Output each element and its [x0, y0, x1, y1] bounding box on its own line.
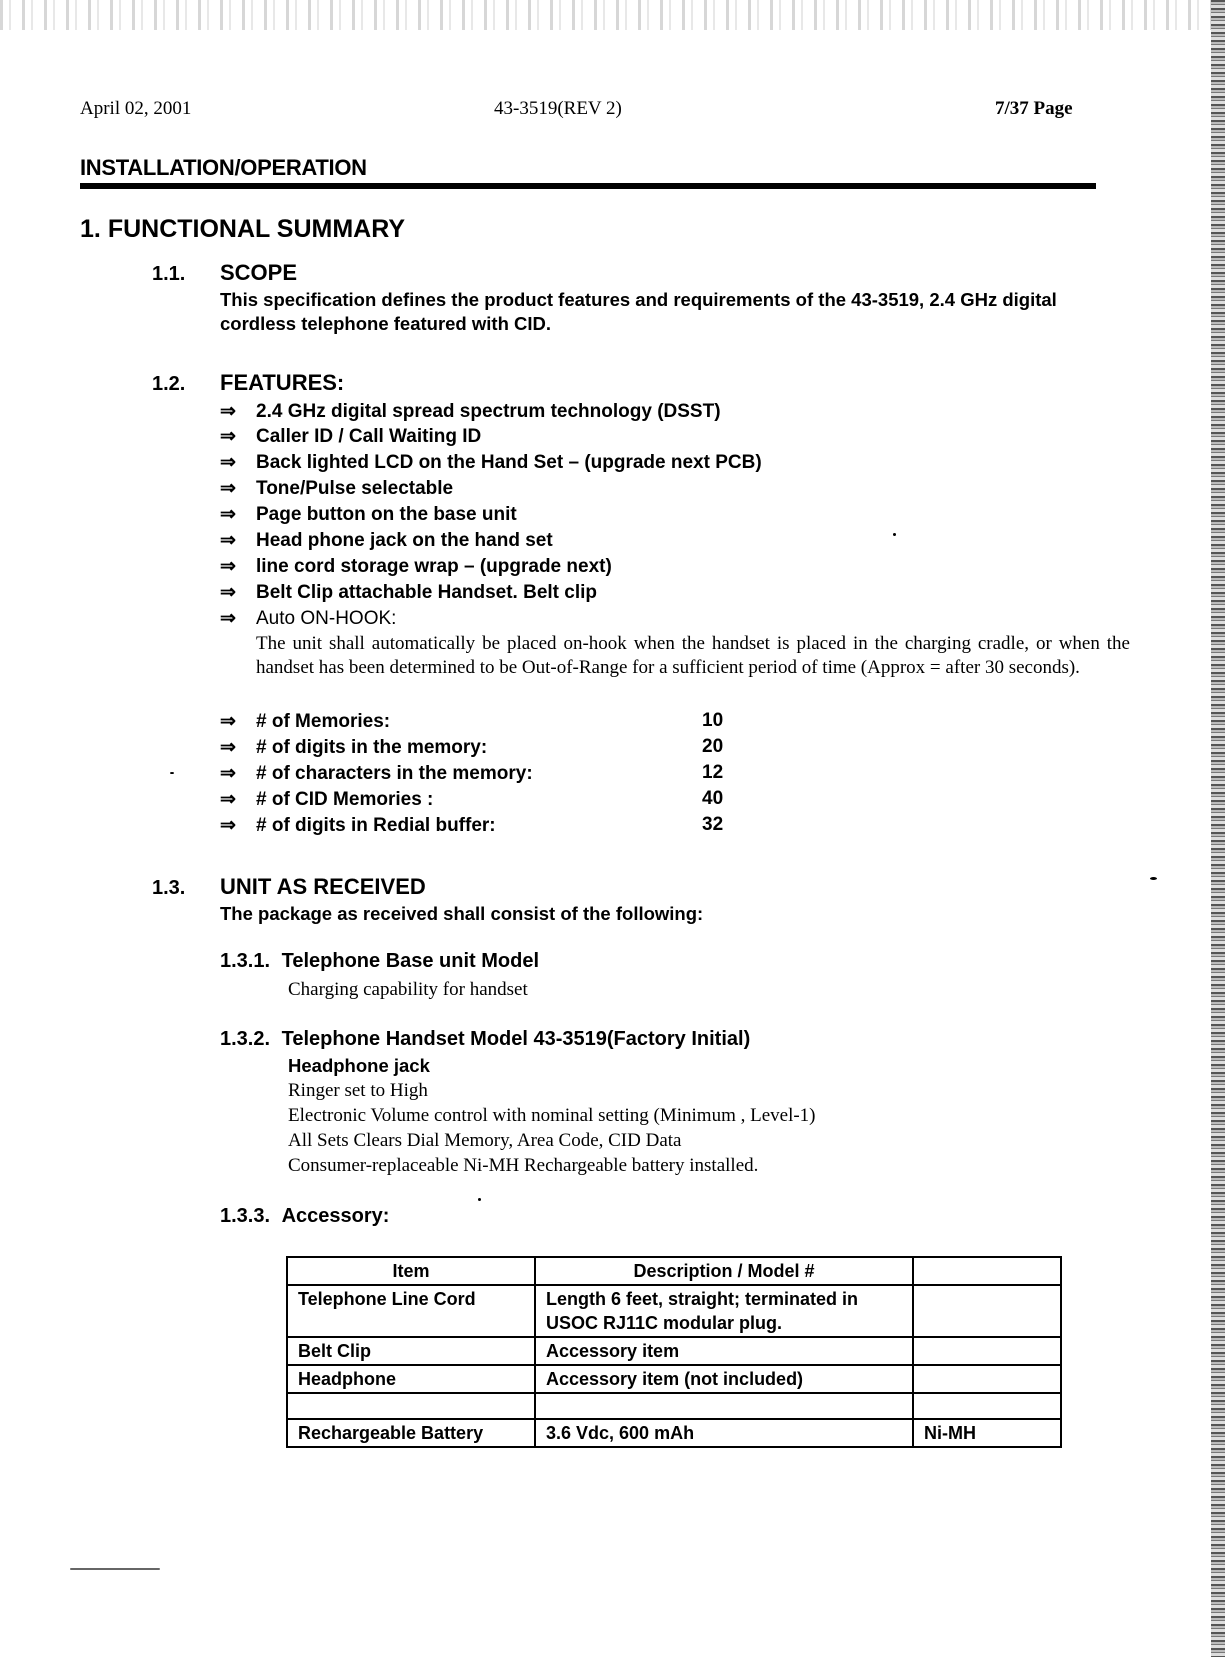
feature-item: ⇒ Head phone jack on the hand set [220, 530, 553, 551]
arrow-icon: ⇒ [220, 763, 236, 784]
accessory-number: 1.3.3. [220, 1205, 271, 1227]
table-header [913, 1257, 1061, 1285]
spec-value: 10 [702, 710, 724, 731]
arrow-icon: ⇒ [220, 504, 236, 525]
feature-item: ⇒ 2.4 GHz digital spread spectrum technology (DSST) [220, 401, 721, 422]
feature-item: ⇒ Belt Clip attachable Handset. Belt clip [220, 582, 598, 603]
table-cell-desc: Accessory item [535, 1337, 913, 1365]
chapter-number: 1. [80, 215, 101, 243]
base-line: Charging capability for handset [288, 979, 528, 1000]
base-number: 1.3.1. [220, 950, 271, 972]
feature-item: ⇒ line cord storage wrap – (upgrade next) [220, 556, 612, 577]
arrow-icon: ⇒ [220, 401, 236, 422]
section-rule [80, 183, 1096, 189]
table-row [287, 1337, 1061, 1365]
feature-item: ⇒ Back lighted LCD on the Hand Set – (upgrade next PCB) [220, 452, 762, 473]
arrow-icon: ⇒ [220, 452, 236, 473]
table-row [287, 1365, 1061, 1393]
header-doc-number: 43-3519(REV 2) [494, 98, 622, 119]
table-cell-item [287, 1393, 535, 1419]
arrow-icon: ⇒ [220, 711, 236, 732]
scope-number: 1.1. [152, 263, 186, 285]
section-title: INSTALLATION/OPERATION [80, 155, 367, 180]
arrow-icon: ⇒ [220, 789, 236, 810]
handset-number: 1.3.2. [220, 1028, 271, 1050]
scope-text-line2: cordless telephone featured with CID. [220, 313, 552, 334]
base-title: Telephone Base unit Model [281, 950, 540, 972]
spec-value: 20 [702, 736, 724, 757]
handset-heading [220, 1028, 750, 1051]
arrow-icon: ⇒ [220, 426, 236, 447]
table-header: Item [287, 1257, 535, 1285]
spec-label: # of digits in Redial buffer: [256, 815, 496, 836]
spec-label: # of Memories: [256, 711, 391, 732]
table-cell-item: Belt Clip [287, 1337, 535, 1365]
auto-on-hook-text: The unit shall automatically be placed on-hook when the handset is placed in the charging cradle, or when the handset has been determined to be Out-of-Range for a sufficient period of time (Approx = after 30 seconds). [256, 633, 1130, 678]
header-date: April 02, 2001 [80, 98, 192, 119]
scope-text-line1: This specification defines the product features and requirements of the 43-3519, 2.4 GHz digital [220, 289, 1057, 310]
table-header-row [287, 1257, 1061, 1285]
arrow-icon: ⇒ [220, 478, 236, 499]
table-cell-item: Headphone [287, 1365, 535, 1393]
table-cell-extra [913, 1285, 1061, 1337]
table-cell-extra: Ni-MH [913, 1419, 1061, 1447]
spec-row [220, 788, 433, 811]
scan-speck [1150, 877, 1157, 880]
handset-line: Ringer set to High [288, 1080, 428, 1101]
spec-row [220, 710, 390, 733]
unit-received-intro: The package as received shall consist of the following: [220, 903, 704, 924]
table-header: Description / Model # [535, 1257, 913, 1285]
arrow-icon: ⇒ [220, 737, 236, 758]
accessory-heading [220, 1205, 389, 1228]
table-cell-extra [913, 1393, 1061, 1419]
accessory-table [286, 1256, 1062, 1448]
scope-title: SCOPE [220, 260, 298, 285]
spec-value: 40 [702, 788, 724, 809]
spec-row [220, 762, 533, 785]
handset-line: Headphone jack [288, 1055, 430, 1076]
spec-row [220, 736, 487, 759]
table-cell-item: Rechargeable Battery [287, 1419, 535, 1447]
spec-value: 12 [702, 762, 724, 783]
unit-received-number: 1.3. [152, 877, 186, 899]
handset-title: Telephone Handset Model 43-3519(Factory Initial) [281, 1028, 751, 1050]
features-title: FEATURES: [220, 370, 345, 395]
base-heading [220, 950, 539, 973]
table-cell-desc [535, 1393, 913, 1419]
table-row [287, 1419, 1061, 1447]
table-cell-item: Telephone Line Cord [287, 1285, 535, 1337]
arrow-icon: ⇒ [220, 582, 236, 603]
table-cell-desc: 3.6 Vdc, 600 mAh [535, 1419, 913, 1447]
scan-noise-top [0, 0, 1225, 30]
chapter-heading [80, 215, 405, 244]
arrow-icon: ⇒ [220, 556, 236, 577]
table-cell-desc: Accessory item (not included) [535, 1365, 913, 1393]
feature-item: ⇒ Auto ON-HOOK: [220, 608, 397, 629]
scan-speck [893, 533, 896, 536]
table-cell-extra [913, 1365, 1061, 1393]
feature-item: ⇒ Page button on the base unit [220, 504, 517, 525]
handset-line: Consumer-replaceable Ni-MH Rechargeable battery installed. [288, 1155, 759, 1176]
spec-label: # of digits in the memory: [256, 737, 488, 758]
feature-item: ⇒ Caller ID / Call Waiting ID [220, 426, 482, 447]
spec-label: # of characters in the memory: [256, 763, 533, 784]
spec-label: # of CID Memories : [256, 789, 434, 810]
handset-line: All Sets Clears Dial Memory, Area Code, CID Data [288, 1130, 682, 1151]
arrow-icon: ⇒ [220, 530, 236, 551]
spec-value: 32 [702, 814, 724, 835]
table-cell-desc: Length 6 feet, straight; terminated in USOC RJ11C modular plug. [535, 1285, 913, 1337]
spec-row [220, 814, 496, 837]
scan-edge-right [1211, 0, 1225, 1657]
arrow-icon: ⇒ [220, 608, 236, 629]
table-row [287, 1393, 1061, 1419]
header-page: 7/37 Page [995, 98, 1073, 119]
features-number: 1.2. [152, 373, 186, 395]
accessory-title: Accessory: [281, 1205, 390, 1227]
table-cell-extra [913, 1337, 1061, 1365]
scan-speck [478, 1198, 481, 1201]
table-row [287, 1285, 1061, 1337]
arrow-icon: ⇒ [220, 815, 236, 836]
chapter-title: FUNCTIONAL SUMMARY [107, 215, 406, 243]
feature-item: ⇒ Tone/Pulse selectable [220, 478, 454, 499]
handset-line: Electronic Volume control with nominal setting (Minimum , Level-1) [288, 1105, 816, 1126]
unit-received-title: UNIT AS RECEIVED [220, 874, 426, 899]
scan-speck [70, 1568, 160, 1570]
scan-speck [170, 772, 174, 774]
